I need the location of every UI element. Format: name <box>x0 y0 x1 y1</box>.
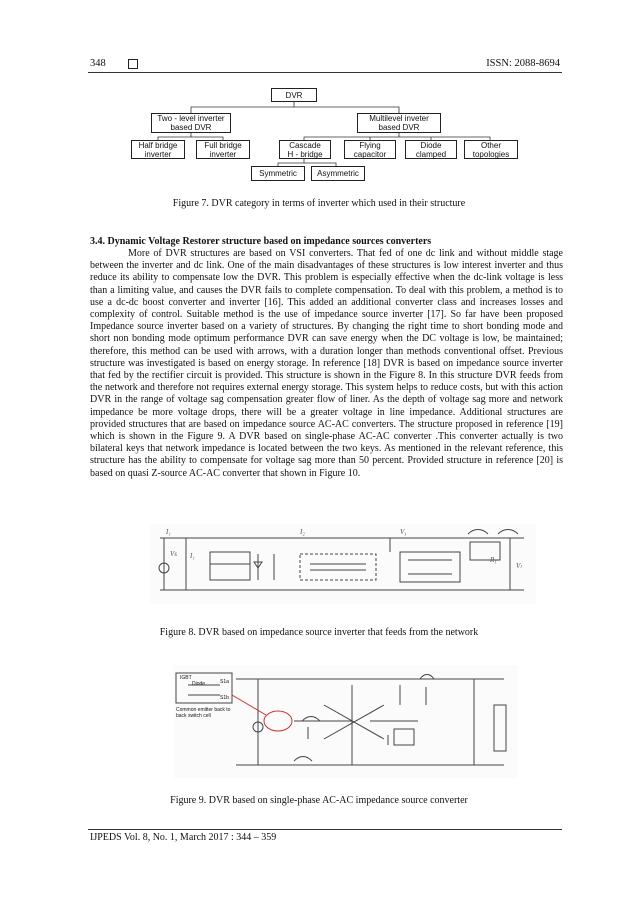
figure8-circuit-image <box>150 524 536 604</box>
section-body: More of DVR structures are based on VSI converters. That fed of one dc link and without middle stage between the inverter and dc link. One of the main disadvantages of these structures is low interest inverter and thus reduce its ability to compensate low the DVR. This problem is especially effective when the dc-link voltage is less than a limiting value, and causes the DVR fails to complete compensation. To deal with this problem, a method is to use a dc-dc boost converter and inverter [16]. This added an additional converter class and increases losses and complexity of control. Suitable method is the use of impedance source inverter [17]. So far have been proposed Impedance source inverter based on a variety of structures. By changing the right time to short bonding mode and short non bonding mode optimum performance DVR can save energy when the DC voltage is low, be maintained; therefore, this method can be used with arrows, with a duration longer than methods conventional offset. Previous structure was investigated is based on energy storage. In reference [18] DVR is based on impedance source inverter that fed by the rectifier circuit is provided. This structure is shown in the Figure 8. In this structure DVR feeds from the network and therefore not requires external energy storage. This system helps to reduce costs, but with this action DVR in the range of voltage sag compensation greater flow of liner. As the depth of voltage sag more and network impedance be more voltage drops, there will be a greater voltage in line impedance. Additional structures are provided structures that are based on impedance source AC-AC converters. The structure proposed in reference [19] which is shown in the Figure 9. A DVR based on single-phase AC-AC converter .This converter actually is two bilateral keys that network impedance is located between the two keys. As mentioned in the relevant reference, this structure has the ability to compensate for voltage sag more than 50 percent. Provided structure in reference [20] is based on quasi Z-source AC-AC converter that shown in Figure 10. <box>90 248 563 479</box>
inset-label-diode: Diode <box>192 681 206 687</box>
figure9-caption: Figure 9. DVR based on single-phase AC-AC impedance source converter <box>170 795 468 806</box>
node-other: Other topologies <box>464 140 518 159</box>
figure8-caption: Figure 8. DVR based on impedance source inverter that feeds from the network <box>159 627 479 638</box>
node-diode: Diode clamped <box>405 140 457 159</box>
figure7-caption: Figure 7. DVR category in terms of inverter which used in their structure <box>172 198 466 209</box>
inset-label-common-emitter: Common emitter back to back switch cell <box>176 707 231 719</box>
footer-rule <box>88 829 562 830</box>
node-asymmetric: Asymmetric <box>311 166 365 181</box>
node-flying: Flying capacitor <box>344 140 396 159</box>
node-dvr: DVR <box>271 88 317 102</box>
inset-label-igbt: IGBT <box>180 675 192 681</box>
svg-text:V₁: V₁ <box>400 528 407 536</box>
node-symmetric: Symmetric <box>251 166 305 181</box>
figure8-circuit-drawing <box>150 524 536 604</box>
page-number: 348 <box>90 58 106 69</box>
figure9-circuit-image <box>174 665 518 778</box>
svg-text:I₁: I₁ <box>166 528 171 536</box>
figure7-diagram <box>0 0 638 200</box>
node-half-bridge: Half bridge inverter <box>131 140 185 159</box>
inset-label-s1a: S1a <box>220 679 229 685</box>
footer-journal: IJPEDS Vol. 8, No. 1, March 2017 : 344 – 359 <box>90 832 277 843</box>
svg-text:I₁: I₁ <box>190 552 195 560</box>
node-cascade: Cascade H - bridge <box>279 140 331 159</box>
node-two-level: Two - level inverter based DVR <box>151 113 231 133</box>
node-full-bridge: Full bridge inverter <box>196 140 250 159</box>
svg-text:R₁: R₁ <box>490 556 497 564</box>
svg-text:I₂: I₂ <box>300 528 305 536</box>
issn: ISSN: 2088-8694 <box>486 58 560 69</box>
svg-text:Vs: Vs <box>170 550 177 558</box>
inset-label-s1b: S1b <box>220 695 229 701</box>
node-multilevel: Multilevel inveter based DVR <box>357 113 441 133</box>
svg-text:Vₗ: Vₗ <box>516 562 522 570</box>
section-heading: 3.4. Dynamic Voltage Restorer structure based on impedance sources converters <box>90 236 432 247</box>
